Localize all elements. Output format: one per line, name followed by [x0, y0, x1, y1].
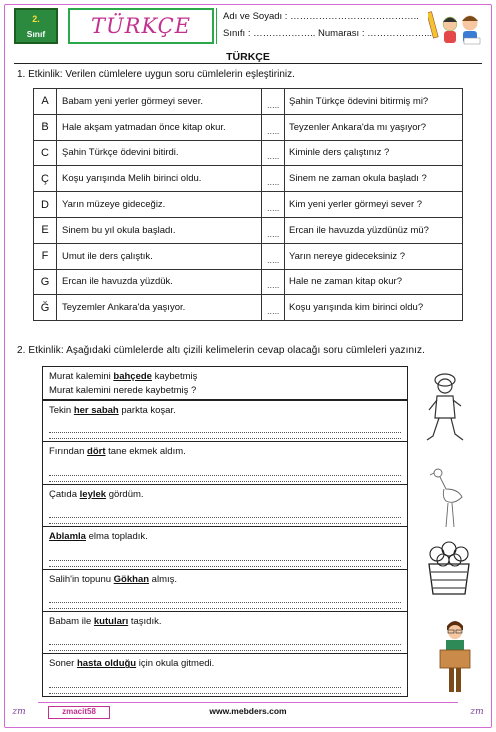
match-statement: Sinem bu yıl okula başladı. [57, 217, 262, 243]
match-statement: Yarın müzeye gideceğiz. [57, 192, 262, 218]
sentence-post: taşıdık. [128, 615, 162, 627]
match-question: Kim yeni yerler görmeyi sever ? [285, 192, 463, 218]
match-question: Yarın nereye gideceksiniz ? [285, 243, 463, 269]
sentence-ul: dört [87, 446, 106, 458]
sentence-box [42, 400, 408, 442]
sentence-box [42, 612, 408, 654]
match-question: Sinem ne zaman okula başladı ? [285, 166, 463, 192]
match-answer-blank[interactable]: ….. [262, 269, 285, 295]
match-letter: E [34, 217, 57, 243]
subject-title: TÜRKÇE [68, 8, 214, 44]
activity-2-instruction: 2. Etkinlik: Aşağıdaki cümlelerde altı çizili kelimelerin cevap olacağı soru cümleleri yazınız. [17, 345, 426, 356]
sentence-text [49, 615, 401, 629]
match-statement: Koşu yarışında Melih birinci oldu. [57, 166, 262, 192]
example-answer: Murat kalemini nerede kaybetmiş ? [49, 385, 197, 396]
student-info [216, 8, 434, 44]
apple-basket-illustration [427, 540, 471, 598]
answer-boxes [42, 366, 408, 697]
example-underlined: bahçede [113, 371, 152, 382]
sentence-box [42, 442, 408, 484]
match-statement: Teyzemler Ankara'da yaşıyor. [57, 295, 262, 321]
sentence-post: için okula gitmedi. [136, 658, 215, 670]
answer-line[interactable] [49, 650, 401, 651]
sentence-pre: Babam ile [49, 615, 94, 627]
match-row [34, 114, 463, 140]
match-question: Kiminle ders çalıştınız ? [285, 140, 463, 166]
sentence-post: almış. [149, 573, 178, 585]
running-boy-illustration [425, 370, 465, 450]
match-statement: Hale akşam yatmadan önce kitap okur. [57, 114, 262, 140]
match-row [34, 243, 463, 269]
example-sentence [49, 370, 401, 384]
sentence-text [49, 488, 401, 502]
example-pre: Murat kalemini [49, 371, 114, 382]
sentence-pre: Soner [49, 658, 77, 670]
answer-line[interactable] [49, 432, 401, 433]
sentence-ul: Gökhan [113, 573, 150, 585]
sentence-box [42, 485, 408, 527]
sentence-box [42, 527, 408, 569]
sentence-post: elma topladık. [85, 531, 148, 543]
answer-line[interactable] [49, 687, 401, 688]
sentence-ul: her sabah [73, 405, 119, 416]
sentence-post: tane ekmek aldım. [105, 446, 186, 458]
match-statement: Ercan ile havuzda yüzdük. [57, 269, 262, 295]
activity-1-instruction: 1. Etkinlik: Verilen cümlelere uygun soru cümlelerin eşleştiriniz. [17, 69, 295, 80]
match-letter: G [34, 269, 57, 295]
website-link[interactable]: www.mebders.com [209, 706, 287, 716]
answer-line[interactable] [49, 644, 401, 645]
match-letter: D [34, 192, 57, 218]
class-number-field[interactable]: Sınıfı : ……………….. Numarası : ………………... [223, 28, 433, 39]
stork-illustration [430, 465, 466, 529]
answer-line[interactable] [49, 523, 401, 524]
match-letter: F [34, 243, 57, 269]
grade-badge [14, 8, 58, 44]
sentence-ul: Ablamla [49, 531, 86, 543]
match-row [34, 295, 463, 321]
match-answer-blank[interactable]: ….. [262, 243, 285, 269]
answer-line[interactable] [49, 481, 401, 482]
answer-line[interactable] [49, 566, 401, 567]
sentence-text [49, 573, 401, 587]
worksheet-footer [8, 702, 488, 722]
match-question: Şahin Türkçe ödevini bitirmiş mi? [285, 89, 463, 115]
zm-logo-left: zm [8, 702, 30, 722]
answer-line[interactable] [49, 475, 401, 476]
match-question: Teyzenler Ankara'da mı yaşıyor? [285, 114, 463, 140]
answer-line[interactable] [49, 602, 401, 603]
boy-carrying-box-illustration [438, 616, 472, 696]
match-question: Ercan ile havuzda yüzdünüz mü? [285, 217, 463, 243]
example-box [42, 366, 408, 400]
zm-logo-right: zm [466, 702, 488, 722]
answer-line[interactable] [49, 560, 401, 561]
name-field[interactable]: Adı ve Soyadı : ………………………………….. [223, 11, 419, 22]
match-row [34, 192, 463, 218]
sentence-ul: hasta olduğu [77, 658, 137, 670]
answer-line[interactable] [49, 438, 401, 439]
sentence-pre: Çatıda [49, 488, 80, 500]
answer-line[interactable] [49, 693, 401, 694]
example-post: kaybetmiş [151, 371, 198, 382]
match-question: Hale ne zaman kitap okur? [285, 269, 463, 295]
match-answer-blank[interactable]: ….. [262, 217, 285, 243]
page-title: TÜRKÇE [226, 51, 270, 63]
author-credit: zmacit58 [48, 706, 110, 719]
match-row [34, 269, 463, 295]
match-letter: C [34, 140, 57, 166]
sentence-pre: Tekin [49, 405, 74, 416]
match-letter: Ç [34, 166, 57, 192]
matching-table [33, 88, 463, 321]
match-row [34, 89, 463, 115]
grade-number: 2. [32, 14, 40, 24]
footer-divider [38, 702, 458, 703]
grade-word: Sınıf [26, 29, 46, 39]
match-letter: B [34, 114, 57, 140]
worksheet-header [8, 8, 488, 46]
sentence-post: parkta koşar. [118, 405, 176, 416]
sentence-post: gördüm. [106, 488, 144, 500]
match-statement: Babam yeni yerler görmeyi sever. [57, 89, 262, 115]
answer-line[interactable] [49, 517, 401, 518]
match-answer-blank[interactable]: ….. [262, 192, 285, 218]
sentence-ul: kutuları [93, 615, 129, 627]
title-divider [14, 63, 482, 64]
match-answer-blank[interactable]: ….. [262, 295, 285, 321]
sentence-text [49, 530, 401, 544]
match-answer-blank[interactable]: ….. [262, 140, 285, 166]
match-row [34, 140, 463, 166]
match-answer-blank[interactable]: ….. [262, 114, 285, 140]
sentence-box [42, 570, 408, 612]
sentence-text [49, 445, 401, 459]
match-letter: Ğ [34, 295, 57, 321]
match-answer-blank[interactable]: ….. [262, 89, 285, 115]
match-row [34, 166, 463, 192]
sentence-pre: Fırından [49, 446, 88, 458]
match-question: Koşu yarışında kim birinci oldu? [285, 295, 463, 321]
match-letter: A [34, 89, 57, 115]
sentence-pre: Salih'in topunu [49, 573, 114, 585]
sentence-ul: leylek [79, 488, 107, 500]
match-statement: Şahin Türkçe ödevini bitirdi. [57, 140, 262, 166]
match-answer-blank[interactable]: ….. [262, 166, 285, 192]
answer-line[interactable] [49, 608, 401, 609]
sentence-text [49, 657, 401, 671]
match-statement: Umut ile ders çalıştık. [57, 243, 262, 269]
sentence-text [49, 404, 401, 418]
match-row [34, 217, 463, 243]
kids-pencil-illustration [428, 8, 486, 46]
sentence-box [42, 654, 408, 696]
